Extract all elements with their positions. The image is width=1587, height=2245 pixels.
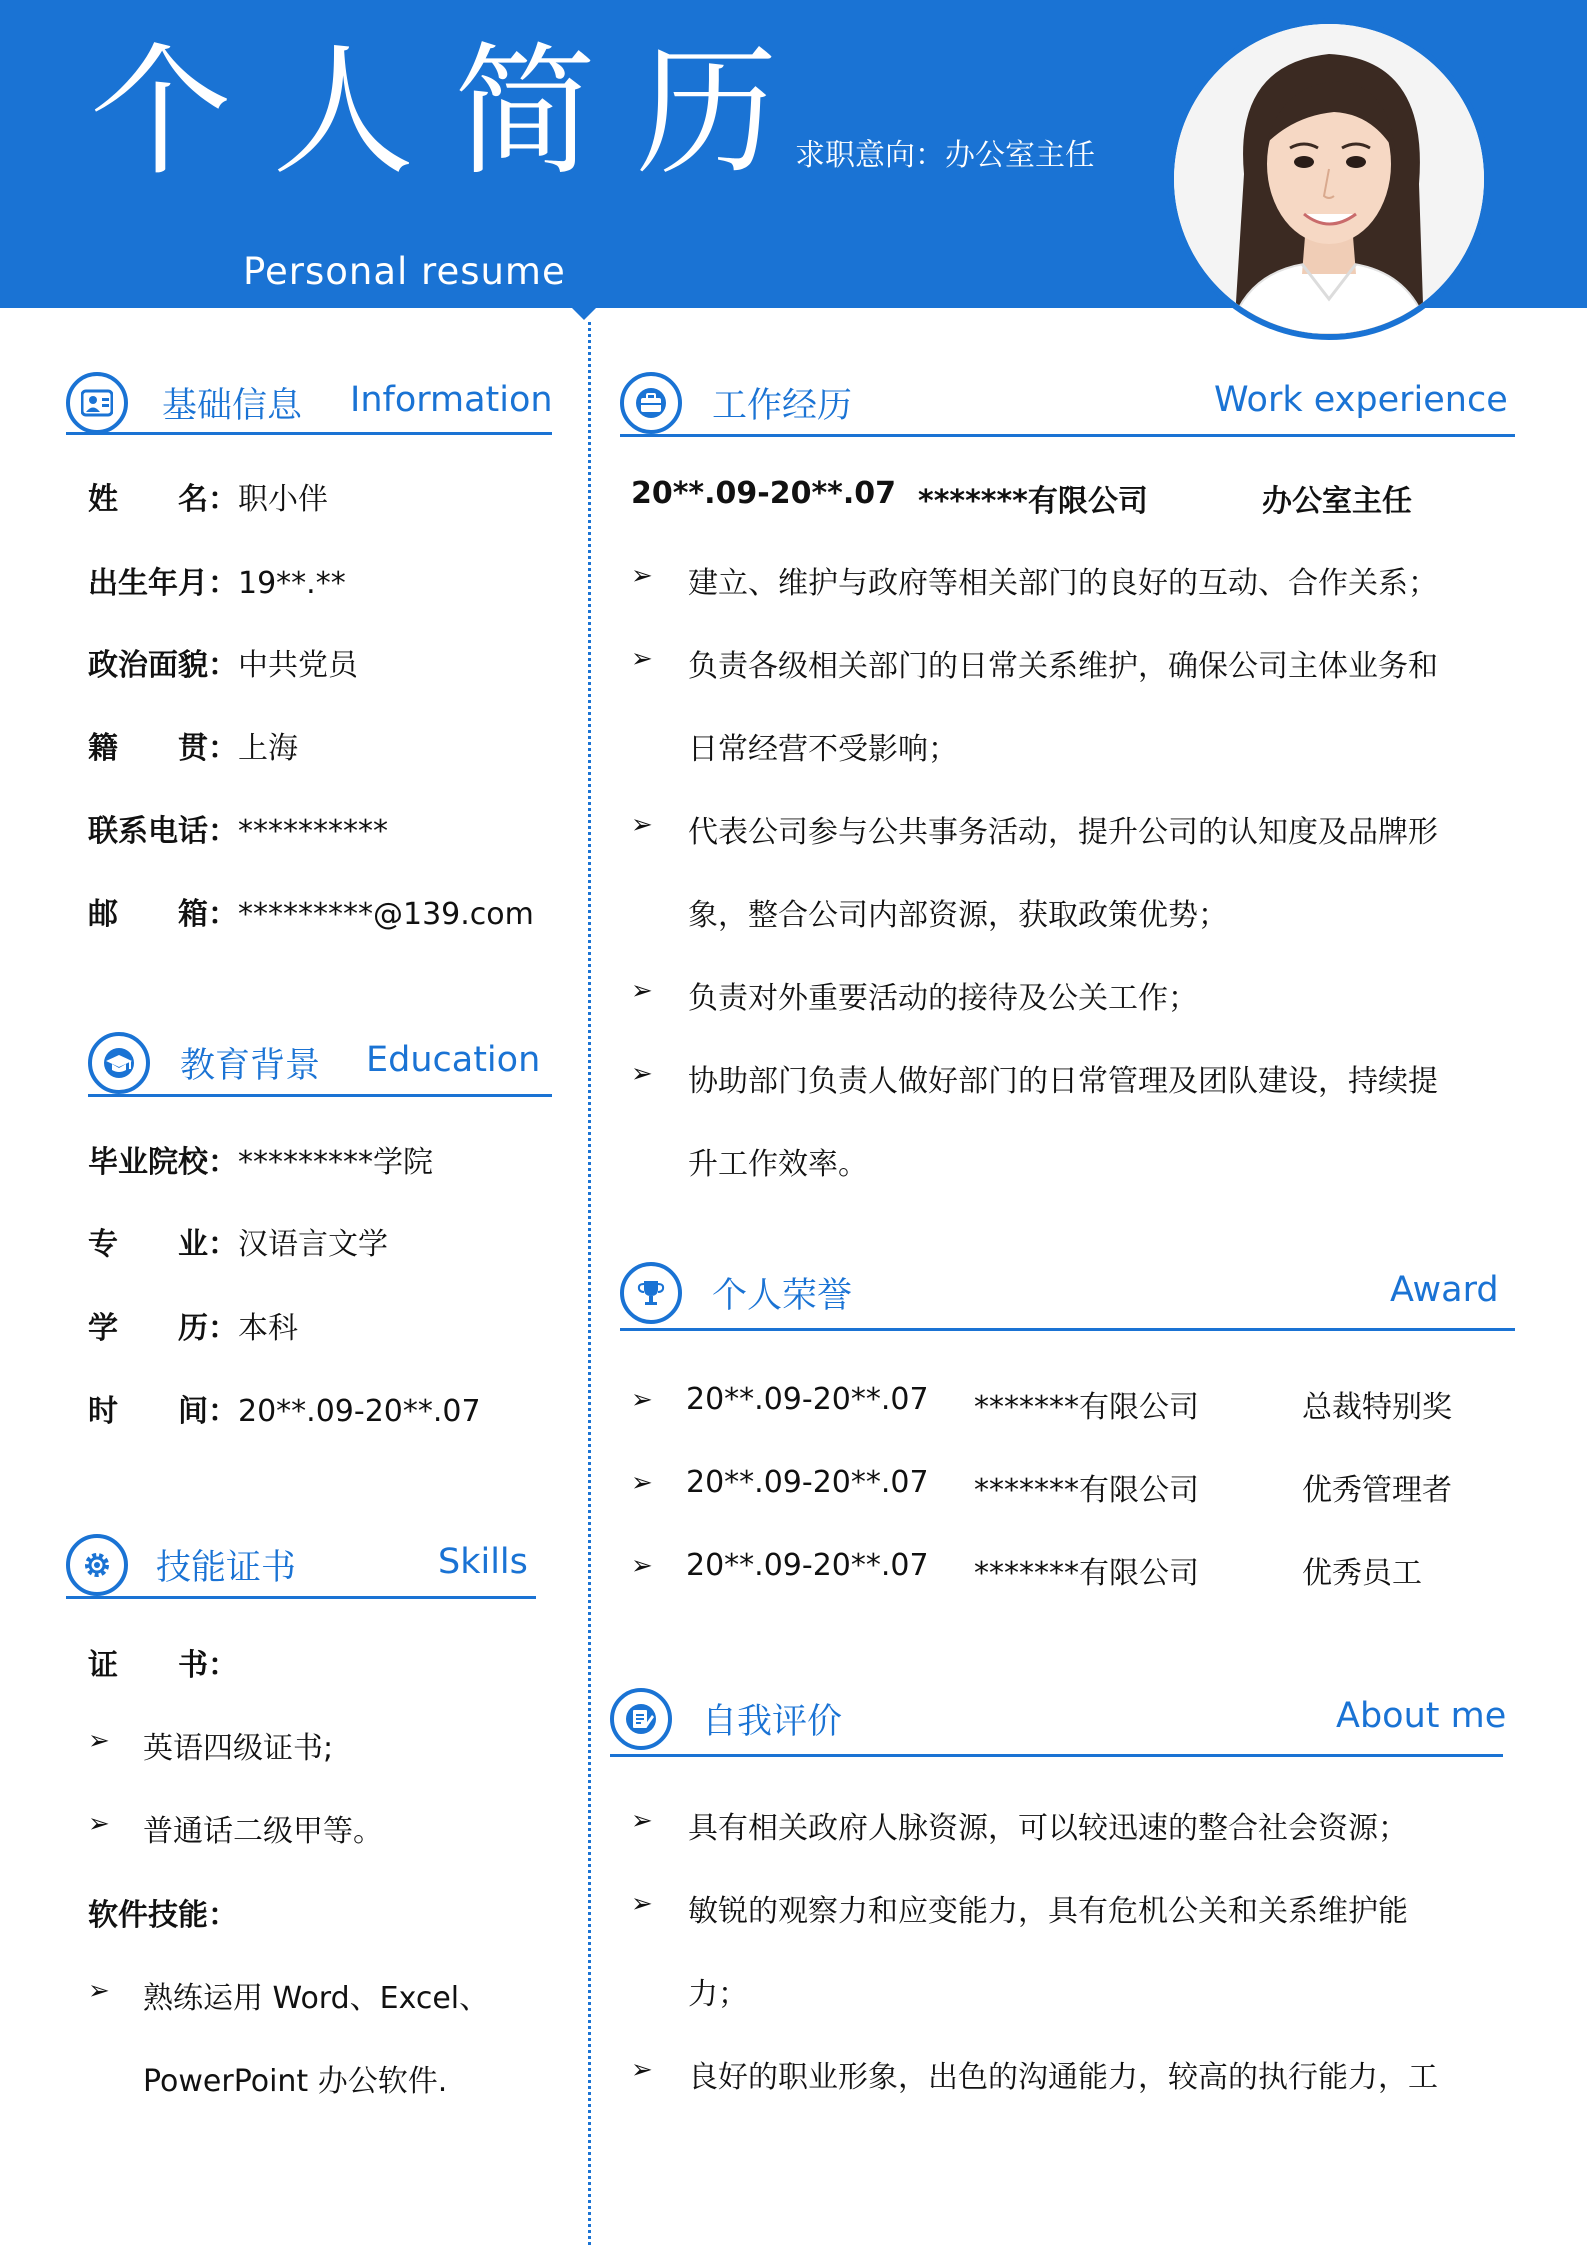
section-underline <box>88 1094 552 1097</box>
section-work <box>620 372 1515 442</box>
cert-item: 英语四级证书; <box>143 1731 334 1766</box>
edu-row-major: 专 业：汉语言文学 <box>88 1227 388 1262</box>
section-skills <box>66 1534 536 1604</box>
work-line: 协助部门负责人做好部门的日常管理及团队建设，持续提 <box>688 1064 1438 1099</box>
briefcase-icon <box>620 372 682 434</box>
page-title: 个人简历 <box>90 30 818 195</box>
section-underline <box>620 1328 1515 1331</box>
graduation-cap-icon <box>88 1032 150 1094</box>
info-row-email: 邮 箱：*********@139.com <box>88 897 534 932</box>
arrow-icon: ➢ <box>631 1889 653 1919</box>
section-title-cn: 工作经历 <box>712 386 853 426</box>
info-row-name: 姓 名：职小伴 <box>88 482 328 517</box>
edu-row-degree: 学 历：本科 <box>88 1311 298 1346</box>
arrow-icon: ➢ <box>631 2055 653 2085</box>
info-row-politics: 政治面貌：中共党员 <box>88 648 358 683</box>
edu-row-school: 毕业院校：*********学院 <box>88 1145 433 1180</box>
work-line-cont: 日常经营不受影响； <box>688 732 958 767</box>
section-title-en: Skills <box>438 1542 528 1582</box>
arrow-icon: ➢ <box>631 1806 653 1836</box>
work-line: 建立、维护与政府等相关部门的良好的互动、合作关系； <box>688 566 1438 601</box>
section-underline <box>66 432 552 435</box>
award-period: 20**.09-20**.07 <box>686 1465 929 1500</box>
work-line: 负责对外重要活动的接待及公关工作； <box>688 981 1198 1016</box>
portrait-image <box>1174 24 1484 334</box>
section-underline <box>610 1754 1503 1757</box>
award-name: 优秀管理者 <box>1302 1473 1452 1508</box>
arrow-icon: ➢ <box>631 644 653 674</box>
arrow-icon: ➢ <box>631 1551 653 1581</box>
info-row-birth: 出生年月：19**.** <box>88 566 346 601</box>
section-title-en: About me <box>1336 1696 1507 1736</box>
arrow-icon: ➢ <box>631 1468 653 1498</box>
section-title-cn: 个人荣誉 <box>712 1276 853 1316</box>
section-title-en: Award <box>1390 1270 1499 1310</box>
arrow-icon: ➢ <box>631 810 653 840</box>
arrow-icon: ➢ <box>88 1726 110 1756</box>
award-name: 总裁特别奖 <box>1302 1390 1452 1425</box>
award-name: 优秀员工 <box>1302 1556 1422 1591</box>
section-underline <box>620 434 1515 437</box>
award-company: *******有限公司 <box>974 1556 1199 1591</box>
header-pointer <box>570 306 598 320</box>
arrow-icon: ➢ <box>631 1385 653 1415</box>
section-title-cn: 技能证书 <box>156 1548 297 1588</box>
info-row-phone: 联系电话：********** <box>88 814 388 849</box>
software-label: 软件技能： <box>88 1898 238 1933</box>
section-underline <box>66 1596 536 1599</box>
about-line: 敏锐的观察力和应变能力，具有危机公关和关系维护能 <box>688 1894 1408 1929</box>
work-line-cont: 象，整合公司内部资源，获取政策优势； <box>688 898 1228 933</box>
about-line: 具有相关政府人脉资源，可以较迅速的整合社会资源； <box>688 1811 1408 1846</box>
work-position: 办公室主任 <box>1262 484 1412 519</box>
notepad-icon <box>610 1688 672 1750</box>
section-title-cn: 自我评价 <box>702 1702 843 1742</box>
work-period: 20**.09-20**.07 <box>631 476 896 511</box>
section-award <box>620 1262 1515 1332</box>
about-line: 良好的职业形象，出色的沟通能力，较高的执行能力，工 <box>688 2060 1438 2095</box>
section-title-en: Work experience <box>1214 380 1508 420</box>
section-title-en: Information <box>350 380 553 420</box>
cert-item: 普通话二级甲等。 <box>143 1814 383 1849</box>
section-title-cn: 教育背景 <box>180 1046 321 1086</box>
cert-label: 证 书： <box>88 1648 238 1683</box>
award-company: *******有限公司 <box>974 1390 1199 1425</box>
column-divider <box>588 322 591 2245</box>
award-period: 20**.09-20**.07 <box>686 1382 929 1417</box>
section-title-cn: 基础信息 <box>162 386 303 426</box>
arrow-icon: ➢ <box>88 1976 110 2006</box>
award-period: 20**.09-20**.07 <box>686 1548 929 1583</box>
section-title-en: Education <box>366 1040 541 1080</box>
section-basic-info <box>66 372 552 442</box>
software-item: 熟练运用 Word、Excel、 <box>143 1981 490 2016</box>
avatar <box>1168 18 1490 340</box>
work-line-cont: 升工作效率。 <box>688 1147 868 1182</box>
info-row-hometown: 籍 贯：上海 <box>88 731 298 766</box>
page-subtitle: Personal resume <box>243 250 566 293</box>
arrow-icon: ➢ <box>631 976 653 1006</box>
job-intent: 求职意向：办公室主任 <box>795 138 1095 173</box>
arrow-icon: ➢ <box>88 1809 110 1839</box>
section-education <box>88 1032 552 1102</box>
work-company: *******有限公司 <box>918 484 1148 519</box>
section-about <box>610 1688 1507 1758</box>
edu-row-period: 时 间：20**.09-20**.07 <box>88 1394 481 1429</box>
person-card-icon <box>66 372 128 434</box>
gear-icon <box>66 1534 128 1596</box>
arrow-icon: ➢ <box>631 561 653 591</box>
work-line: 负责各级相关部门的日常关系维护，确保公司主体业务和 <box>688 649 1438 684</box>
arrow-icon: ➢ <box>631 1059 653 1089</box>
work-line: 代表公司参与公共事务活动，提升公司的认知度及品牌形 <box>688 815 1438 850</box>
about-line-cont: 力； <box>688 1977 748 2012</box>
award-company: *******有限公司 <box>974 1473 1199 1508</box>
trophy-icon <box>620 1262 682 1324</box>
software-item-cont: PowerPoint 办公软件. <box>143 2064 448 2099</box>
